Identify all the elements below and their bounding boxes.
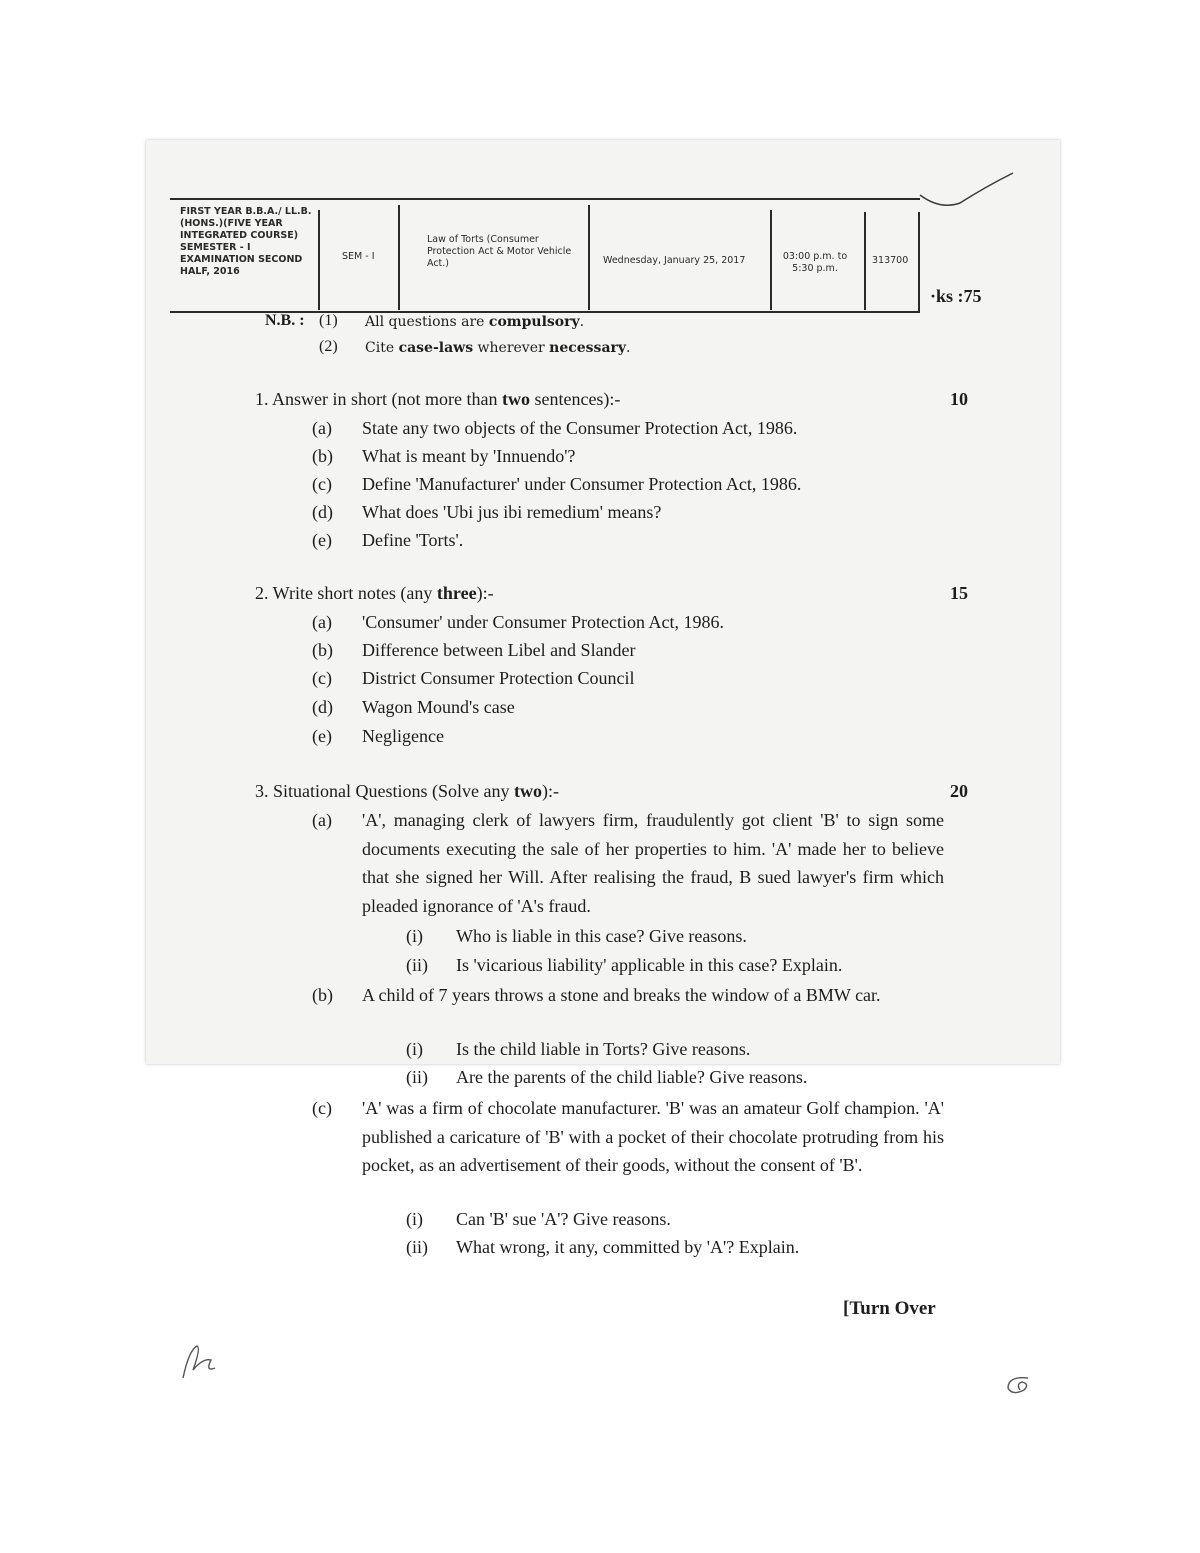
question-1-heading: 1. Answer in short (not more than two sentences):-	[255, 389, 621, 409]
turn-over-note: [Turn Over	[843, 1298, 936, 1319]
question-3b-text: A child of 7 years throws a stone and breaks the window of a BMW car.	[362, 985, 881, 1005]
nb-text: All questions are compulsory.	[365, 314, 585, 330]
question-2-marks: 15	[950, 583, 968, 603]
handwritten-mark-icon	[1000, 1372, 1036, 1398]
paper-code: 313700	[872, 255, 909, 266]
header-divider	[864, 212, 866, 310]
nb-text: Cite case-laws wherever necessary.	[365, 340, 631, 356]
question-3c-text: 'A' was a firm of chocolate manufacturer. 'B' was an amateur Golf champion. 'A' published a caricature of 'B' with a pocket of their chocolate protruding from his pocket, as an advertisement of their goods, without the consent of 'B'.	[362, 1098, 944, 1175]
handwritten-initials-icon	[175, 1340, 225, 1385]
exam-date: Wednesday, January 25, 2017	[603, 255, 746, 266]
exam-time: 03:00 p.m. to 5:30 p.m.	[782, 251, 848, 274]
nb-number: (2)	[319, 338, 338, 355]
header-divider	[398, 205, 400, 310]
header-top-rule	[170, 198, 920, 200]
subject-name: Law of Torts (Consumer Protection Act & Motor Vehicle Act.)	[427, 234, 572, 269]
pen-tick-mark-icon	[915, 165, 1015, 215]
header-divider	[770, 210, 772, 310]
header-divider	[918, 212, 920, 312]
total-marks: ·ks :75	[930, 286, 982, 306]
semester: SEM - I	[342, 251, 375, 262]
header-divider	[588, 205, 590, 310]
question-1-marks: 10	[950, 389, 968, 409]
nb-number: (1)	[319, 312, 338, 329]
question-2-heading: 2. Write short notes (any three):-	[255, 583, 494, 603]
nb-label: N.B. :	[265, 312, 305, 329]
course-name: FIRST YEAR B.B.A./ LL.B. (HONS.)(FIVE YEAR INTEGRATED COURSE) SEMESTER - I EXAMINATION SECOND HALF, 2016	[180, 206, 312, 277]
header-divider	[318, 210, 320, 310]
question-3a-text: 'A', managing clerk of lawyers firm, fraudulently got client 'B' to sign some documents executing the sale of her properties to him. 'A' made her to believe that she signed her Will. After realising the fraud, B sued lawyer's firm which pleaded ignorance of 'A's fraud.	[362, 810, 944, 916]
question-3-marks: 20	[950, 781, 968, 801]
question-3-heading: 3. Situational Questions (Solve any two):-	[255, 781, 559, 801]
